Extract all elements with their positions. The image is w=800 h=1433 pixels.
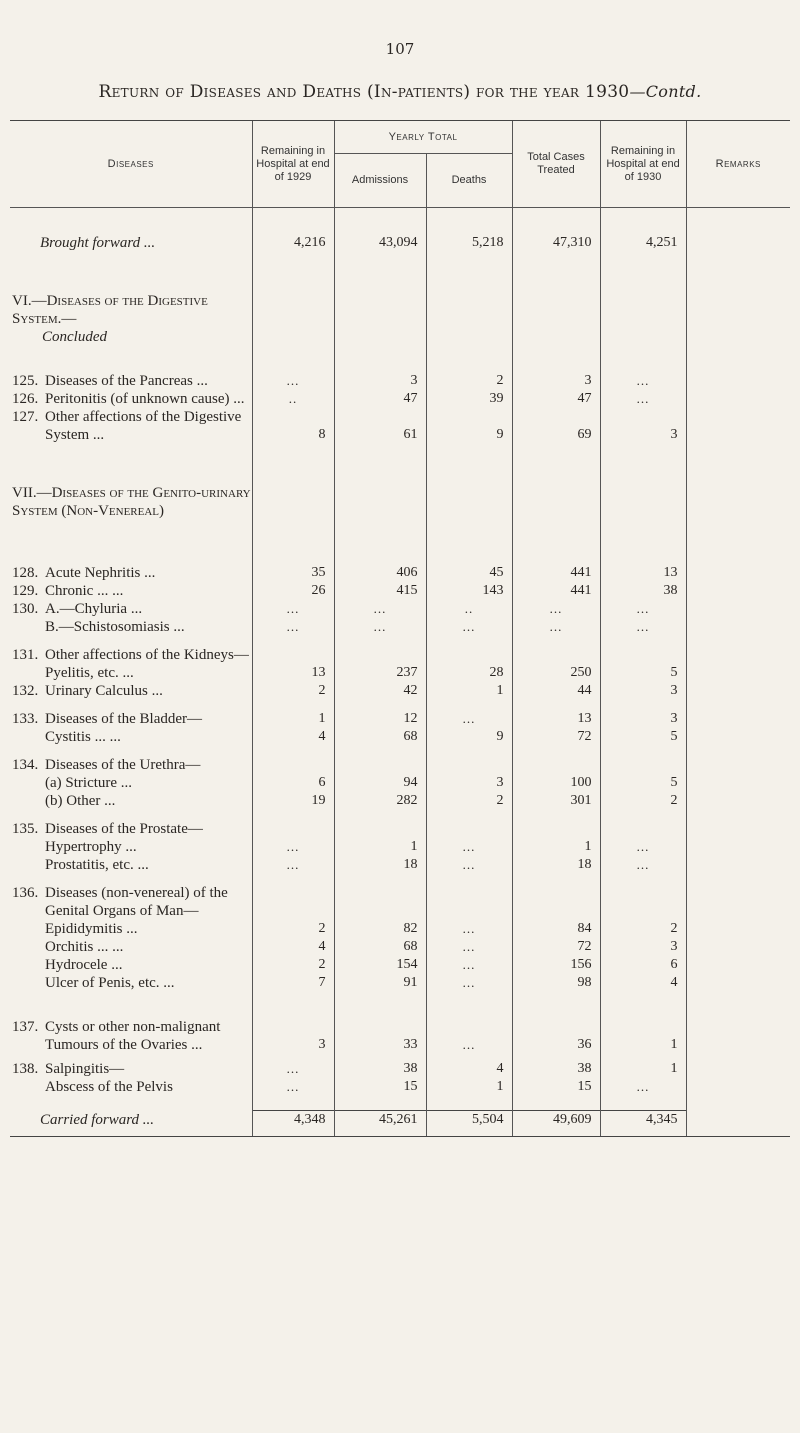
row-subtext: (a) Stricture ...	[45, 775, 133, 791]
cell-admissions: 82	[334, 884, 426, 938]
cell-remarks	[686, 856, 790, 874]
row-text: Orchitis ... ...	[45, 939, 124, 955]
cell-treated: ...	[512, 618, 600, 636]
row-number	[12, 974, 45, 992]
cell-admissions: 68	[334, 938, 426, 956]
cell-rem1930: ...	[600, 820, 686, 856]
table-row	[10, 820, 790, 856]
returns-table	[10, 120, 790, 1137]
cell-admissions: ...	[334, 618, 426, 636]
cell-rem1930: 3	[600, 682, 686, 700]
cell-treated: 301	[512, 792, 600, 810]
cell-deaths: 9	[426, 728, 512, 746]
cell-remarks	[686, 1078, 790, 1096]
cell-admissions: 406	[334, 564, 426, 582]
row-label	[10, 618, 252, 636]
table-row	[10, 408, 790, 444]
row-number: 128.	[12, 565, 39, 581]
row-number	[12, 938, 45, 956]
row-text: Other affections of the Digestive System ...	[45, 409, 242, 443]
cell-admissions: 38	[334, 1060, 426, 1078]
row-label	[10, 728, 252, 746]
row-label	[10, 682, 252, 700]
cell-admissions: ...	[334, 600, 426, 618]
cell-remarks	[686, 974, 790, 992]
row-label	[10, 408, 252, 444]
cell-deaths: 1	[426, 1078, 512, 1096]
table-row	[10, 856, 790, 874]
cell-remarks	[686, 600, 790, 618]
cell-treated: 3	[512, 372, 600, 390]
cell-remarks	[686, 682, 790, 700]
cell-deaths: ...	[426, 974, 512, 992]
cell-treated: 36	[512, 1018, 600, 1054]
cell-admissions: 68	[334, 728, 426, 746]
cell-admissions: 91	[334, 974, 426, 992]
table-row	[10, 682, 790, 700]
table-row	[10, 728, 790, 746]
row-text: Diseases of the Bladder—	[45, 711, 203, 727]
row-number	[12, 792, 45, 810]
table-row-carried-forward: Carried forward ... 4,348 45,261 5,504 49,609 4,345	[10, 1110, 790, 1129]
cell-rem1930: 5	[600, 728, 686, 746]
row-number: 134.	[12, 757, 39, 773]
row-text: Peritonitis (of unknown cause) ...	[45, 391, 245, 407]
row-text: Salpingitis—	[45, 1061, 125, 1077]
row-text: Diseases (non-venereal) of the Genital Organs of Man—	[45, 885, 228, 919]
cell-rem1930: ...	[600, 372, 686, 390]
row-number	[12, 728, 45, 746]
cell-remarks	[686, 938, 790, 956]
row-label	[10, 1078, 252, 1096]
cell-admissions: 282	[334, 792, 426, 810]
row-label	[10, 600, 252, 618]
row-text: A.—Chyluria ...	[45, 601, 143, 617]
page-title	[0, 82, 800, 102]
row-label	[10, 710, 252, 728]
cell-treated: 44	[512, 682, 600, 700]
cell-admissions: 47	[334, 390, 426, 408]
row-text: Ulcer of Penis, etc. ...	[45, 975, 175, 991]
cell-deaths: 45	[426, 564, 512, 582]
cell-deaths: ...	[426, 1018, 512, 1054]
cell-admissions: 42	[334, 682, 426, 700]
cell-deaths: 28	[426, 646, 512, 682]
cell-admissions: 18	[334, 856, 426, 874]
cell-admissions: 154	[334, 956, 426, 974]
row-number	[12, 618, 45, 636]
row-number: 138.	[12, 1061, 39, 1077]
cell-rem1929: ...	[252, 600, 334, 618]
row-label	[10, 974, 252, 992]
cell-deaths: ...	[426, 938, 512, 956]
row-label	[10, 792, 252, 810]
title-suffix: —Contd.	[629, 82, 702, 101]
cell-rem1929: 2	[252, 884, 334, 938]
table-body	[10, 208, 790, 373]
cell-treated: 18	[512, 856, 600, 874]
row-text: Prostatitis, etc. ...	[45, 857, 149, 873]
cell-rem1930: ...	[600, 1078, 686, 1096]
cell-remarks	[686, 372, 790, 390]
table-row	[10, 1018, 790, 1054]
cell-rem1929: 26	[252, 582, 334, 600]
cell-rem1929: 8	[252, 408, 334, 444]
cell-rem1930: 2	[600, 792, 686, 810]
cell-treated: 72	[512, 938, 600, 956]
cell-remarks	[686, 820, 790, 856]
col-remaining-1929: Remaining in Hospital at end of 1929	[252, 121, 334, 208]
cell-treated: 38	[512, 1060, 600, 1078]
row-text: Cysts or other non-malignant Tumours of the Ovaries ...	[45, 1019, 221, 1053]
row-text: Abscess of the Pelvis	[45, 1079, 173, 1095]
cell-rem1930: 1	[600, 1060, 686, 1078]
table-header	[10, 121, 790, 208]
cell-remarks	[686, 582, 790, 600]
row-number	[12, 1078, 45, 1096]
table-row-brought-forward: Brought forward ... 4,216 43,094 5,218 47,310 4,251	[10, 234, 790, 252]
row-label	[10, 884, 252, 938]
cell-remarks	[686, 618, 790, 636]
cell-treated: 441	[512, 582, 600, 600]
cell-admissions: 15	[334, 1078, 426, 1096]
row-label	[10, 820, 252, 856]
table-row	[10, 618, 790, 636]
cell-deaths: 2	[426, 792, 512, 810]
col-yearly-total: Yearly Total	[334, 121, 512, 154]
cell-treated: 156	[512, 956, 600, 974]
row-text: Diseases of the Prostate—	[45, 821, 203, 837]
cell-rem1929: ...	[252, 1060, 334, 1078]
cell-rem1929: ..	[252, 390, 334, 408]
table-rows-genito-urinary	[10, 546, 790, 1096]
cell-rem1930: 13	[600, 564, 686, 582]
cell-remarks	[686, 710, 790, 728]
cell-rem1930: 3	[600, 408, 686, 444]
cell-rem1930: 5	[600, 646, 686, 682]
cell-remarks	[686, 884, 790, 938]
cell-remarks	[686, 1018, 790, 1054]
cell-treated: 100	[512, 756, 600, 792]
section-heading-vi: VI.—Diseases of the Digestive System.— Concluded	[10, 292, 790, 346]
cell-rem1930: 4	[600, 974, 686, 992]
cell-treated: 15	[512, 1078, 600, 1096]
row-number	[12, 856, 45, 874]
col-admissions: Admissions	[334, 154, 426, 208]
table-row	[10, 884, 790, 938]
cell-treated: 1	[512, 820, 600, 856]
cell-remarks	[686, 408, 790, 444]
row-number: 125.	[12, 373, 39, 389]
cell-deaths: 143	[426, 582, 512, 600]
cell-deaths: 4	[426, 1060, 512, 1078]
cell-treated: 441	[512, 564, 600, 582]
cell-admissions: 33	[334, 1018, 426, 1054]
table-row	[10, 938, 790, 956]
section-heading-vii: VII.—Diseases of the Genito-urinary System (Non-Venereal)	[10, 484, 790, 520]
cell-admissions: 3	[334, 372, 426, 390]
cell-rem1929: ...	[252, 856, 334, 874]
cell-rem1929: 2	[252, 682, 334, 700]
cell-deaths: 39	[426, 390, 512, 408]
cell-remarks	[686, 1060, 790, 1078]
table-row	[10, 1078, 790, 1096]
table-row	[10, 564, 790, 582]
cell-treated: 98	[512, 974, 600, 992]
table-row	[10, 1060, 790, 1078]
row-number: 130.	[12, 601, 39, 617]
cell-treated: 84	[512, 884, 600, 938]
col-remaining-1930: Remaining in Hospital at end of 1930	[600, 121, 686, 208]
cell-deaths: ...	[426, 956, 512, 974]
table-row	[10, 646, 790, 682]
cell-rem1929: 13	[252, 646, 334, 682]
cell-deaths: ..	[426, 600, 512, 618]
row-text: Chronic ... ...	[45, 583, 124, 599]
cell-rem1930: 3	[600, 710, 686, 728]
cell-rem1930: ...	[600, 600, 686, 618]
row-number: 132.	[12, 683, 39, 699]
cell-remarks	[686, 792, 790, 810]
row-number: 133.	[12, 711, 39, 727]
row-text: Cystitis ... ...	[45, 729, 121, 745]
row-number: 127.	[12, 409, 39, 425]
row-text: (b) Other ...	[45, 793, 116, 809]
cell-treated: 69	[512, 408, 600, 444]
cell-deaths: ...	[426, 618, 512, 636]
cell-admissions: 415	[334, 582, 426, 600]
row-number: 129.	[12, 583, 39, 599]
table-row	[10, 582, 790, 600]
row-subtext: Pyelitis, etc. ...	[45, 665, 134, 681]
row-text: Hydrocele ...	[45, 957, 123, 973]
table-rows-digestive	[10, 372, 790, 444]
cell-rem1930: 5	[600, 756, 686, 792]
row-label	[10, 564, 252, 582]
cell-remarks	[686, 646, 790, 682]
table-row	[10, 974, 790, 992]
row-label	[10, 390, 252, 408]
cell-admissions: 61	[334, 408, 426, 444]
row-label	[10, 856, 252, 874]
cell-rem1929: 6	[252, 756, 334, 792]
col-remarks: Remarks	[686, 121, 790, 208]
row-label	[10, 582, 252, 600]
cell-remarks	[686, 756, 790, 792]
row-text: Diseases of the Pancreas ...	[45, 373, 208, 389]
cell-rem1929: ...	[252, 820, 334, 856]
row-label	[10, 1060, 252, 1078]
table-row	[10, 372, 790, 390]
row-subtext: Hypertrophy ...	[45, 839, 137, 855]
table-row	[10, 710, 790, 728]
row-label	[10, 372, 252, 390]
col-diseases: Diseases	[10, 121, 252, 208]
cell-rem1929: 4	[252, 938, 334, 956]
cell-deaths: 2	[426, 372, 512, 390]
cell-deaths: 9	[426, 408, 512, 444]
cell-deaths: 3	[426, 756, 512, 792]
cell-treated: 250	[512, 646, 600, 682]
cell-remarks	[686, 390, 790, 408]
cell-rem1930: 3	[600, 938, 686, 956]
cell-admissions: 237	[334, 646, 426, 682]
row-label	[10, 1018, 252, 1054]
cell-rem1930: ...	[600, 618, 686, 636]
cell-admissions: 94	[334, 756, 426, 792]
cell-rem1929: 4	[252, 728, 334, 746]
cell-deaths: 1	[426, 682, 512, 700]
cell-rem1929: 1	[252, 710, 334, 728]
row-text: Other affections of the Kidneys—	[45, 647, 249, 663]
cell-treated: 13	[512, 710, 600, 728]
col-deaths: Deaths	[426, 154, 512, 208]
table-row	[10, 390, 790, 408]
row-number: 136.	[12, 885, 39, 901]
cell-rem1930: 38	[600, 582, 686, 600]
cell-remarks	[686, 728, 790, 746]
row-label	[10, 756, 252, 792]
cell-treated: 72	[512, 728, 600, 746]
cell-rem1930: 2	[600, 884, 686, 938]
page-number: 107	[385, 40, 415, 58]
cell-admissions: 12	[334, 710, 426, 728]
table-row	[10, 756, 790, 792]
cell-deaths: ...	[426, 820, 512, 856]
cell-admissions: 1	[334, 820, 426, 856]
cell-remarks	[686, 564, 790, 582]
cell-rem1929: 7	[252, 974, 334, 992]
row-text: Acute Nephritis ...	[45, 565, 156, 581]
cell-rem1929: 35	[252, 564, 334, 582]
row-text: Urinary Calculus ...	[45, 683, 163, 699]
row-label	[10, 938, 252, 956]
row-label	[10, 646, 252, 682]
cell-rem1929: ...	[252, 372, 334, 390]
row-subtext: Epididymitis ...	[45, 921, 138, 937]
cell-deaths: ...	[426, 710, 512, 728]
cell-deaths: ...	[426, 884, 512, 938]
cell-rem1930: 1	[600, 1018, 686, 1054]
cell-rem1930: 6	[600, 956, 686, 974]
cell-rem1929: ...	[252, 1078, 334, 1096]
row-text: Diseases of the Urethra—	[45, 757, 201, 773]
cell-remarks	[686, 956, 790, 974]
cell-treated: 47	[512, 390, 600, 408]
table-row	[10, 600, 790, 618]
cell-rem1929: 2	[252, 956, 334, 974]
cell-rem1929: 3	[252, 1018, 334, 1054]
row-text: B.—Schistosomiasis ...	[45, 619, 185, 635]
table-row	[10, 792, 790, 810]
cell-treated: ...	[512, 600, 600, 618]
row-number: 131.	[12, 647, 39, 663]
table-row	[10, 956, 790, 974]
col-total-treated: Total Cases Treated	[512, 121, 600, 208]
title-main: Return of Diseases and Deaths (In-patients) for the year 1930	[98, 82, 630, 102]
row-number: 135.	[12, 821, 39, 837]
cell-rem1929: ...	[252, 618, 334, 636]
row-label	[10, 956, 252, 974]
cell-rem1929: 19	[252, 792, 334, 810]
row-number: 137.	[12, 1019, 39, 1035]
row-number: 126.	[12, 391, 39, 407]
row-number	[12, 956, 45, 974]
cell-rem1930: ...	[600, 390, 686, 408]
cell-rem1930: ...	[600, 856, 686, 874]
cell-deaths: ...	[426, 856, 512, 874]
